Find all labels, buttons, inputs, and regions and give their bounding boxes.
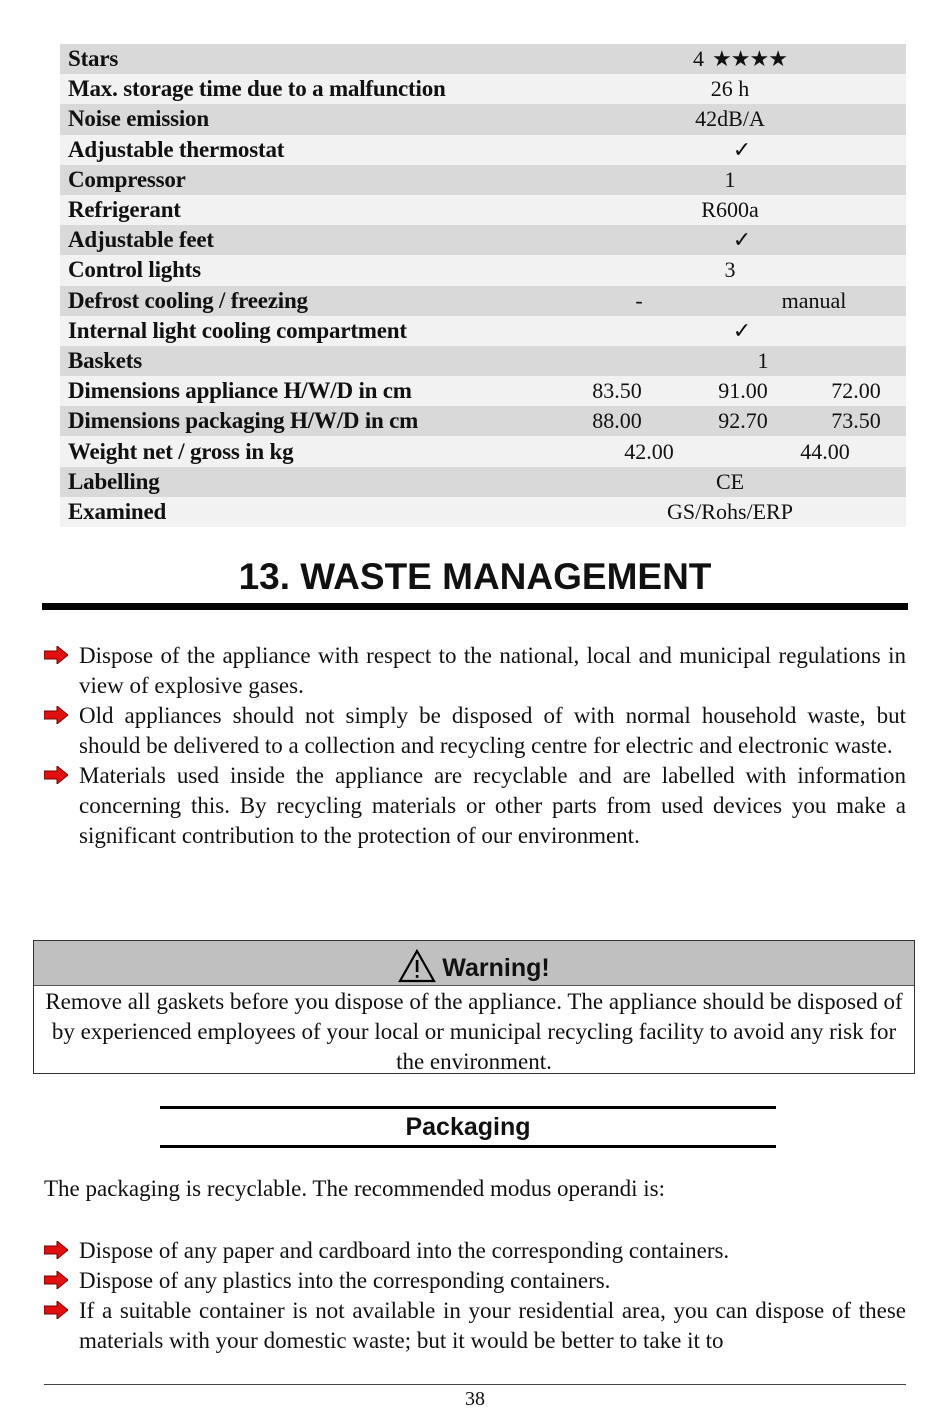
spec-label: Max. storage time due to a malfunction <box>68 76 446 102</box>
packaging-intro: The packaging is recyclable. The recommended modus operandi is: <box>44 1176 665 1201</box>
spec-value: 83.50 <box>592 378 642 404</box>
spec-value: 1 <box>757 347 769 373</box>
list-item <box>44 1236 906 1266</box>
bullet-text: If a suitable container is not available in your residential area, you can dispose of these materials with your domestic waste; but it would be better to take it to <box>79 1298 906 1353</box>
page-number: 38 <box>465 1388 485 1410</box>
spec-table <box>60 44 906 527</box>
red-arrow-icon <box>44 706 68 724</box>
spec-value: - <box>635 287 643 313</box>
spec-value: GS/Rohs/ERP <box>667 498 793 524</box>
warning-triangle-icon <box>398 949 436 983</box>
spec-value: R600a <box>701 197 759 223</box>
spec-label: Adjustable thermostat <box>68 136 285 162</box>
spec-label: Defrost cooling / freezing <box>68 287 308 313</box>
spec-row-examined <box>60 497 906 527</box>
spec-value: 44.00 <box>800 438 850 464</box>
spec-row-storage-time <box>60 74 906 104</box>
warning-header <box>34 941 914 986</box>
footer-divider <box>44 1384 906 1385</box>
spec-row-dim-packaging <box>60 406 906 436</box>
checkmark-icon: ✓ <box>732 317 752 343</box>
spec-label: Labelling <box>68 468 160 494</box>
checkmark-icon: ✓ <box>732 136 752 162</box>
red-arrow-icon <box>44 1301 68 1319</box>
bullet-text: Old appliances should not simply be disposed of with normal household waste, but should be delivered to a collection and recycling centre for electric and electronic waste. <box>79 703 906 758</box>
spec-value: 1 <box>724 166 736 192</box>
spec-value: 91.00 <box>718 378 768 404</box>
spec-row-defrost <box>60 286 906 316</box>
bullet-text: Dispose of any paper and cardboard into the corresponding containers. <box>79 1238 730 1263</box>
section-title: 13. WASTE MANAGEMENT <box>238 556 712 597</box>
spec-row-control-lights <box>60 255 906 285</box>
spec-row-feet <box>60 225 906 255</box>
spec-label: Weight net / gross in kg <box>68 438 294 464</box>
list-item <box>44 701 906 761</box>
spec-value: 72.00 <box>831 378 881 404</box>
spec-value: 42dB/A <box>695 106 765 132</box>
list-item <box>44 641 906 701</box>
bullet-text: Dispose of the appliance with respect to the national, local and municipal regulations in view of explosive gases. <box>79 643 906 698</box>
spec-label: Internal light cooling compartment <box>68 317 407 343</box>
spec-row-dim-appliance <box>60 376 906 406</box>
star-rating-icons: ★★★★ <box>712 46 787 72</box>
spec-label: Adjustable feet <box>68 227 214 253</box>
spec-value: 88.00 <box>592 408 642 434</box>
stars-count: 4 <box>693 46 705 72</box>
spec-value: manual <box>781 287 847 313</box>
packaging-heading: Packaging <box>160 1106 776 1148</box>
bullet-text: Dispose of any plastics into the corresponding containers. <box>79 1268 611 1293</box>
spec-label: Examined <box>68 498 167 524</box>
list-item <box>44 1266 906 1296</box>
spec-value: 3 <box>724 257 736 283</box>
spec-value: 42.00 <box>624 438 674 464</box>
spec-label: Baskets <box>68 347 143 373</box>
spec-row-noise <box>60 104 906 134</box>
warning-title: Warning! <box>442 954 550 982</box>
warning-text: Remove all gaskets before you dispose of the appliance. The appliance should be disposed of by experienced employees of your local or municipal recycling facility to avoid any risk for the environment. <box>45 989 903 1074</box>
spec-value: 73.50 <box>831 408 881 434</box>
red-arrow-icon <box>44 1241 68 1259</box>
spec-row-stars <box>60 44 906 74</box>
spec-label: Control lights <box>68 257 201 283</box>
section-divider <box>42 603 908 610</box>
packaging-bullet-list <box>44 1236 906 1356</box>
spec-value <box>693 44 787 74</box>
spec-value: 26 h <box>710 76 750 102</box>
spec-row-refrigerant <box>60 195 906 225</box>
warning-box <box>33 940 915 1074</box>
spec-label: Dimensions packaging H/W/D in cm <box>68 408 419 434</box>
spec-value: CE <box>715 468 745 494</box>
waste-bullet-list <box>44 641 906 851</box>
spec-row-weight <box>60 436 906 466</box>
spec-row-thermostat <box>60 135 906 165</box>
red-arrow-icon <box>44 766 68 784</box>
list-item <box>44 761 906 851</box>
spec-row-labelling <box>60 467 906 497</box>
spec-row-compressor <box>60 165 906 195</box>
red-arrow-icon <box>44 646 68 664</box>
spec-row-baskets <box>60 346 906 376</box>
spec-label: Refrigerant <box>68 197 181 223</box>
spec-label: Stars <box>68 46 119 72</box>
spec-row-internal-light <box>60 316 906 346</box>
list-item <box>44 1296 906 1356</box>
spec-label: Dimensions appliance H/W/D in cm <box>68 378 412 404</box>
spec-label: Compressor <box>68 166 186 192</box>
red-arrow-icon <box>44 1271 68 1289</box>
spec-value: 92.70 <box>718 408 768 434</box>
bullet-text: Materials used inside the appliance are recyclable and are labelled with information concerning this. By recycling materials or other parts from used devices you make a significant contribution to the protection of our environment. <box>79 763 906 848</box>
spec-label: Noise emission <box>68 106 209 132</box>
checkmark-icon: ✓ <box>732 227 752 253</box>
